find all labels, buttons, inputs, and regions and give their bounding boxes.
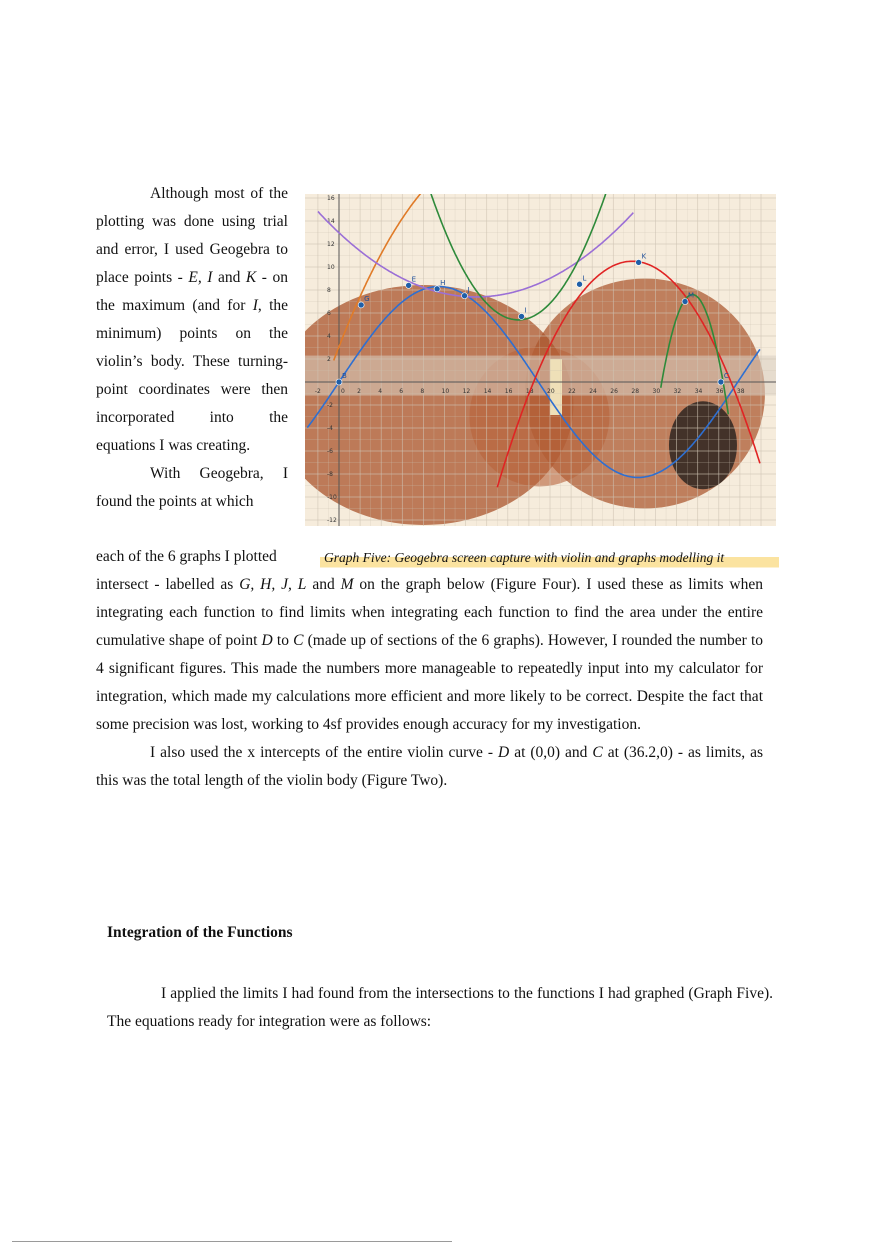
point-label: H	[440, 278, 446, 287]
y-tick-label: 2	[327, 356, 331, 363]
x-tick-label: 4	[378, 388, 383, 395]
point-label: L	[582, 274, 587, 283]
x-tick-label: 28	[631, 388, 640, 395]
y-tick-label: 6	[327, 310, 331, 317]
x-tick-label: 18	[525, 388, 534, 395]
y-tick-label: -6	[327, 448, 333, 455]
figure-caption: Graph Five: Geogebra screen capture with violin and graphs modelling it	[320, 546, 779, 570]
geogebra-figure	[305, 194, 776, 526]
intro-paragraph-2: With Geogebra, I found the points at which	[96, 465, 288, 510]
x-tick-label: 24	[589, 388, 597, 395]
point-label: G	[364, 294, 370, 303]
section-heading: Integration of the Functions	[107, 924, 293, 941]
x-tick-label: 30	[652, 388, 661, 395]
x-tick-label: 6	[399, 388, 404, 395]
body-text	[96, 571, 763, 795]
y-tick-label: -8	[327, 471, 333, 478]
intro-paragraph-2-lastline: each of the 6 graphs I plotted	[96, 548, 277, 565]
y-tick-label: 4	[327, 333, 331, 340]
y-tick-label: 8	[327, 287, 331, 294]
x-tick-label: -2	[314, 388, 321, 395]
x-tick-label: 20	[547, 388, 555, 395]
graph-svg	[305, 194, 776, 526]
x-tick-label: 2	[357, 388, 361, 395]
violin-chinrest	[669, 401, 737, 489]
section-body	[107, 980, 773, 1036]
violin-neck	[305, 356, 776, 396]
y-tick-label: 14	[327, 218, 335, 225]
y-tick-label: 16	[327, 195, 335, 202]
x-tick-label: 38	[736, 388, 745, 395]
x-tick-label: 26	[610, 388, 618, 395]
y-tick-label: -4	[327, 425, 333, 432]
point-label: J	[467, 285, 470, 294]
y-tick-label: 12	[327, 241, 335, 248]
point-label: C	[723, 372, 729, 380]
x-tick-label: 22	[568, 388, 576, 395]
x-tick-label: 34	[694, 388, 703, 395]
y-tick-label: -10	[327, 494, 337, 501]
section-paragraph: I applied the limits I had found from the intersections to the functions I had graphed (Graph Five). The equations ready for integration were as follows:	[107, 985, 773, 1030]
footnote-rule	[12, 1241, 452, 1242]
y-tick-label: 10	[327, 264, 335, 271]
x-tick-label: 36	[715, 388, 724, 395]
x-tick-label: 16	[504, 388, 513, 395]
x-tick-label: 10	[441, 388, 450, 395]
x-tick-label: 8	[420, 388, 425, 395]
point-label: M	[688, 291, 695, 300]
point-label: K	[641, 252, 647, 261]
x-tick-label: 12	[462, 388, 471, 395]
x-tick-label: 14	[483, 388, 492, 395]
body-paragraph-3: I also used the x intercepts of the entire violin curve - D at (0,0) and C at (36.2,0) - as limits, as this was the total length of the violin body (Figure Two).	[96, 744, 763, 789]
x-tick-label: 0	[341, 388, 345, 395]
y-tick-label: -12	[327, 517, 337, 524]
point-label: E	[411, 275, 417, 284]
point-label: I	[524, 306, 527, 315]
y-tick-label: -2	[327, 402, 333, 409]
intro-paragraph-1: Although most of the plotting was done using trial and error, I used Geogebra to place points - E, I and K - on the maximum (and for I, the minimum) points on the violin’s body. These turning-point coordinates were then incorporated into the equations I was creating.	[96, 185, 289, 454]
x-tick-label: 32	[673, 388, 682, 395]
body-paragraph-2-continued: intersect - labelled as G, H, J, L and M on the graph below (Figure Four). I used these as limits when integrating each function to find limits when integrating each function to find the area under the entire cumulative shape of point D to C (made up of sections of the 6 graphs). However, I rounded the number to 4 significant figures. This made the numbers more manageable to repeatedly input into my calculator for integration, which made my calculations more efficient and more likely to be correct. Despite the fact that some precision was lost, working to 4sf provides enough accuracy for my investigation.	[96, 576, 764, 733]
point-label: B	[342, 372, 347, 380]
violin-bridge	[550, 359, 562, 415]
intro-column	[96, 180, 288, 516]
